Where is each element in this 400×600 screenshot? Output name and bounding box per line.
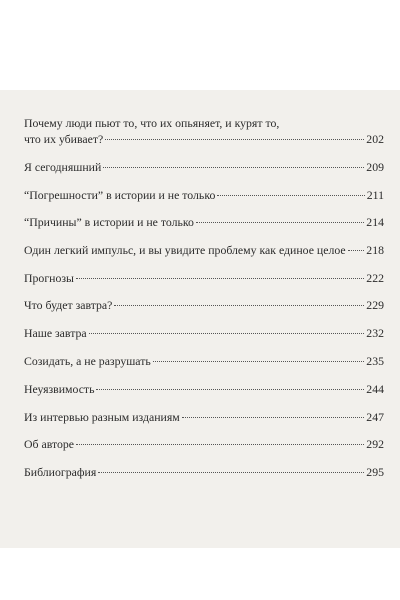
toc-entry	[24, 243, 384, 258]
toc-entry-title: что их убивает?	[24, 132, 104, 146]
dot-leader	[98, 472, 364, 473]
toc-entry-title: Библиография	[24, 465, 97, 479]
toc-entry-title: Что будет завтра?	[24, 298, 113, 312]
toc-entry-page: 235	[366, 354, 384, 368]
dot-leader	[348, 250, 365, 251]
dot-leader	[89, 333, 365, 334]
dot-leader	[103, 167, 364, 168]
toc-entry-page: 209	[366, 160, 384, 174]
toc-entry	[24, 132, 384, 147]
toc-entry-title: “Причины” в истории и не только	[24, 215, 194, 229]
toc-entry-title: “Погрешности” в истории и не только	[24, 188, 216, 202]
toc-entry	[24, 326, 384, 341]
dot-leader	[153, 361, 365, 362]
toc-entry	[24, 188, 384, 203]
toc-entry-title: Прогнозы	[24, 271, 74, 285]
dot-leader	[76, 278, 364, 279]
dot-leader	[196, 222, 364, 223]
toc-entry	[24, 410, 384, 425]
dot-leader	[96, 389, 364, 390]
toc-entry	[24, 382, 384, 397]
toc-entry	[24, 298, 384, 313]
book-page	[0, 90, 400, 548]
toc-entry	[24, 437, 384, 452]
dot-leader	[105, 139, 364, 140]
toc-entry	[24, 215, 384, 230]
toc-entry-page: 202	[366, 132, 384, 146]
toc-entry-title: Наше завтра	[24, 326, 87, 340]
dot-leader	[217, 195, 364, 196]
toc-entry-page: 292	[366, 437, 384, 451]
toc-entry-page: 247	[366, 410, 384, 424]
toc-entry	[24, 271, 384, 286]
toc-entry-title: Я сегодняшний	[24, 160, 102, 174]
toc-entry-page: 222	[366, 271, 384, 285]
toc-entry-page: 295	[366, 465, 384, 479]
dot-leader	[114, 305, 364, 306]
toc-entry	[24, 465, 384, 480]
toc-entry-title: Об авторе	[24, 437, 75, 451]
toc-entry	[24, 354, 384, 369]
toc-entry-title: Созидать, а не разрушать	[24, 354, 151, 368]
dot-leader	[76, 444, 364, 445]
toc-entry-title: Неуязвимость	[24, 382, 95, 396]
toc-entry-title: Из интервью разным изданиям	[24, 410, 180, 424]
toc-entry-page: 232	[366, 326, 384, 340]
toc-entry-page: 244	[366, 382, 384, 396]
toc-entry-page: 211	[366, 188, 384, 202]
toc-entry-title-line: Почему люди пьют то, что их опьяняет, и курят то,	[24, 116, 280, 130]
dot-leader	[182, 417, 365, 418]
toc-entry	[24, 160, 384, 175]
toc-entry-page: 229	[366, 298, 384, 312]
toc-entry-title: Один легкий импульс, и вы увидите проблему как единое целое	[24, 243, 346, 257]
toc-entry-page: 214	[366, 215, 384, 229]
toc-entry-page: 218	[366, 243, 384, 257]
